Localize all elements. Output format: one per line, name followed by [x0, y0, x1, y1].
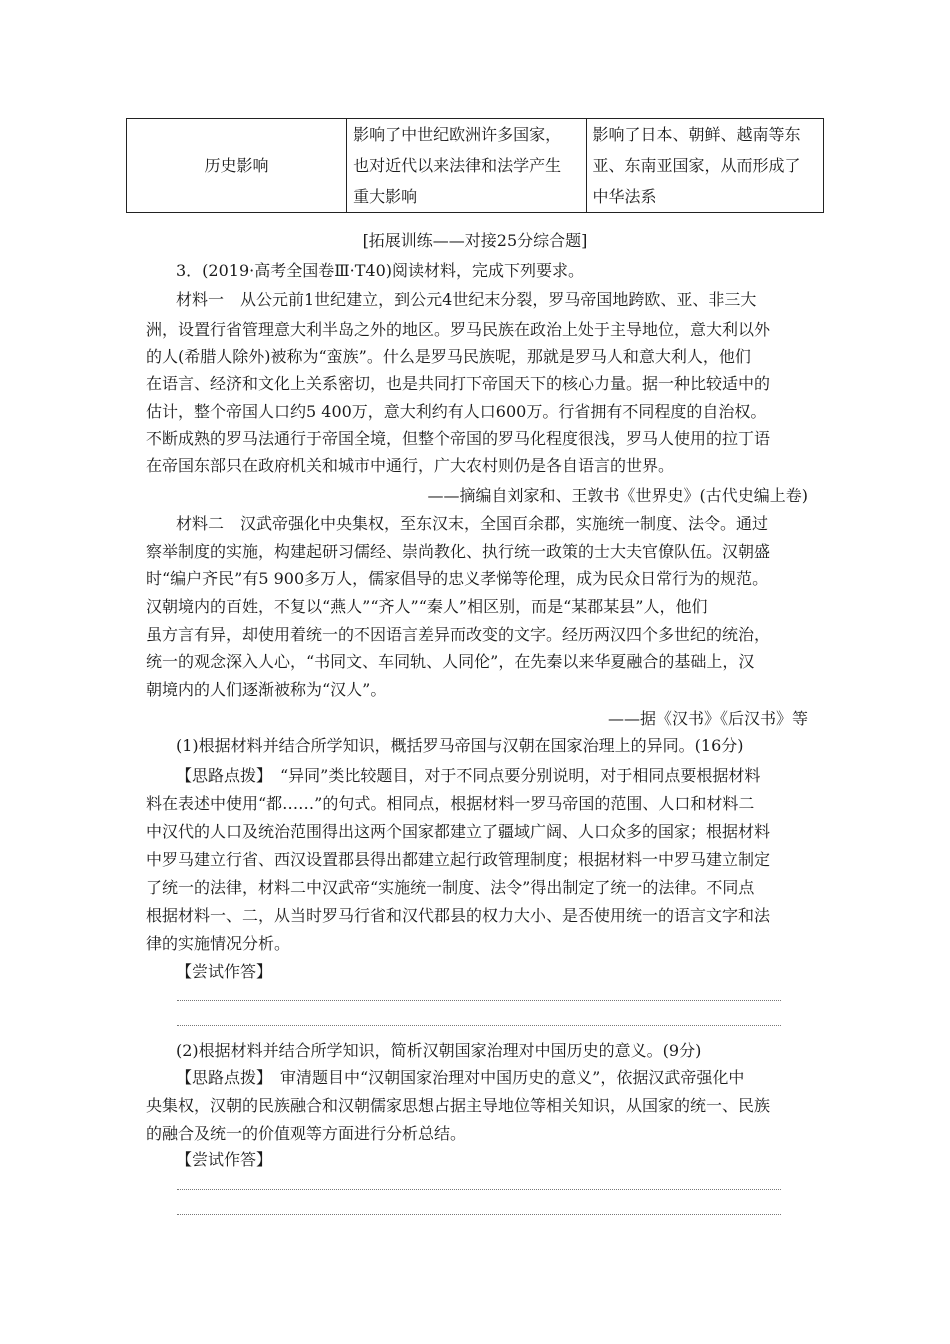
china-law-cell [586, 119, 823, 213]
hint1-line: 了统一的法律，材料二中汉武帝“实施统一制度、法令”得出制定了统一的法律。不同点 [146, 878, 755, 897]
hint2-line: 【思路点拨】 审清题目中“汉朝国家治理对中国历史的意义”，依据汉武帝强化中 [176, 1068, 745, 1087]
material2-source: ——据《汉书》《后汉书》等 [607, 709, 808, 728]
material1-line: 估计，整个帝国人口约5 400万，意大利约有人口600万。行省拥有不同程度的自治权。 [146, 402, 767, 421]
material2-line: 汉朝境内的百姓，不复以“燕人”“齐人”“秦人”相区别，而是“某郡某县”人，他们 [146, 597, 708, 616]
cell-line: 影响了中世纪欧洲许多国家， [353, 125, 562, 144]
answer-line[interactable] [177, 1025, 781, 1026]
material2-line: 察举制度的实施，构建起研习儒经、崇尚教化、执行统一政策的士大夫官僚队伍。汉朝盛 [146, 542, 771, 561]
material1-line: 材料一 从公元前1世纪建立，到公元4世纪末分裂，罗马帝国地跨欧、亚、非三大 [176, 290, 757, 309]
hint2-line: 的融合及统一的价值观等方面进行分析总结。 [146, 1124, 467, 1143]
question-2: (2)根据材料并结合所学知识，简析汉朝国家治理对中国历史的意义。(9分) [176, 1041, 702, 1060]
section-title: [拓展训练——对接25分综合题] [362, 231, 588, 250]
row-label-cell [127, 119, 347, 213]
material2-line: 时“编户齐民”有5 900多万人，儒家倡导的忠义孝悌等伦理，成为民众日常行为的规范。 [146, 569, 769, 588]
table-row [127, 119, 824, 213]
material2-line: 材料二 汉武帝强化中央集权，至东汉末，全国百余郡，实施统一制度、法令。通过 [176, 514, 769, 533]
material1-source: ——摘编自刘家和、王敦书《世界史》(古代史编上卷) [427, 486, 808, 505]
answer-line[interactable] [177, 1000, 781, 1001]
hint1-line: 【思路点拨】 “异同”类比较题目，对于不同点要分别说明，对于相同点要根据材料 [176, 766, 761, 785]
hint1-line: 料在表述中使用“都……”的句式。相同点，根据材料一罗马帝国的范围、人口和材料二 [146, 794, 755, 813]
cell-line: 重大影响 [353, 187, 418, 206]
row-label: 历史影响 [204, 156, 269, 175]
hint1-line: 根据材料一、二，从当时罗马行省和汉代郡县的权力大小、是否使用统一的语言文字和法 [146, 906, 771, 925]
material1-line: 在帝国东部只在政府机关和城市中通行，广大农村则仍是各自语言的世界。 [146, 456, 675, 475]
hint1-line: 中汉代的人口及统治范围得出这两个国家都建立了疆域广阔、人口众多的国家；根据材料 [146, 822, 771, 841]
material1-line: 不断成熟的罗马法通行于帝国全境，但整个帝国的罗马化程度很浅，罗马人使用的拉丁语 [146, 429, 771, 448]
hint1-line: 中罗马建立行省、西汉设置郡县得出都建立起行政管理制度；根据材料一中罗马建立制定 [146, 850, 771, 869]
answer-line[interactable] [177, 1214, 781, 1215]
question-intro: 3．(2019·高考全国卷Ⅲ·T40)阅读材料，完成下列要求。 [176, 261, 585, 280]
cell-line: 亚、东南亚国家，从而形成了 [592, 156, 801, 175]
material2-line: 虽方言有异，却使用着统一的不因语言差异而改变的文字。经历两汉四个多世纪的统治， [146, 625, 771, 644]
try-answer-label: 【尝试作答】 [176, 1150, 273, 1169]
try-answer-label: 【尝试作答】 [176, 962, 273, 981]
material1-line: 洲，设置行省管理意大利半岛之外的地区。罗马民族在政治上处于主导地位，意大利以外 [146, 320, 771, 339]
cell-line: 中华法系 [592, 187, 657, 206]
answer-line[interactable] [177, 1189, 781, 1190]
hint1-line: 律的实施情况分析。 [146, 934, 291, 953]
material1-line: 在语言、经济和文化上关系密切，也是共同打下帝国天下的核心力量。据一种比较适中的 [146, 374, 771, 393]
material2-line: 统一的观念深入人心，“书同文、车同轨、人同伦”，在先秦以来华夏融合的基础上，汉 [146, 652, 755, 671]
cell-line: 影响了日本、朝鲜、越南等东 [592, 125, 801, 144]
cell-line: 也对近代以来法律和法学产生 [353, 156, 562, 175]
comparison-table [126, 118, 824, 213]
material1-line: 的人(希腊人除外)被称为“蛮族”。什么是罗马民族呢，那就是罗马人和意大利人，他们 [146, 347, 751, 366]
hint2-line: 央集权，汉朝的民族融合和汉朝儒家思想占据主导地位等相关知识，从国家的统一、民族 [146, 1096, 771, 1115]
question-1: (1)根据材料并结合所学知识，概括罗马帝国与汉朝在国家治理上的异同。(16分) [176, 736, 744, 755]
roman-law-cell [347, 119, 586, 213]
material2-line: 朝境内的人们逐渐被称为“汉人”。 [146, 680, 387, 699]
